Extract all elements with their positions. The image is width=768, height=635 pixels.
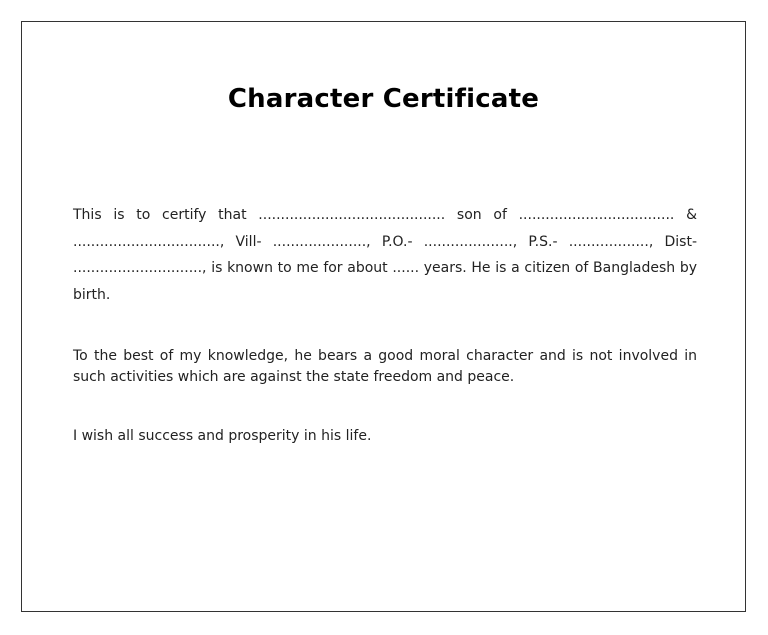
wishes-paragraph: I wish all success and prosperity in his life.: [73, 428, 372, 444]
page-title: Character Certificate: [227, 84, 540, 114]
certificate-page: [21, 21, 746, 612]
certification-paragraph: This is to certify that .......................................... son of ................................... & ................................., Vill- ....................., P.O.- ...................., P.S.- .................., Dist- ............................., is known to me for about ...... years. He is a citizen of Bangladesh by birth.: [73, 207, 697, 303]
character-paragraph: To the best of my knowledge, he bears a good moral character and is not involved in such activities which are against the state freedom and peace.: [73, 348, 697, 385]
